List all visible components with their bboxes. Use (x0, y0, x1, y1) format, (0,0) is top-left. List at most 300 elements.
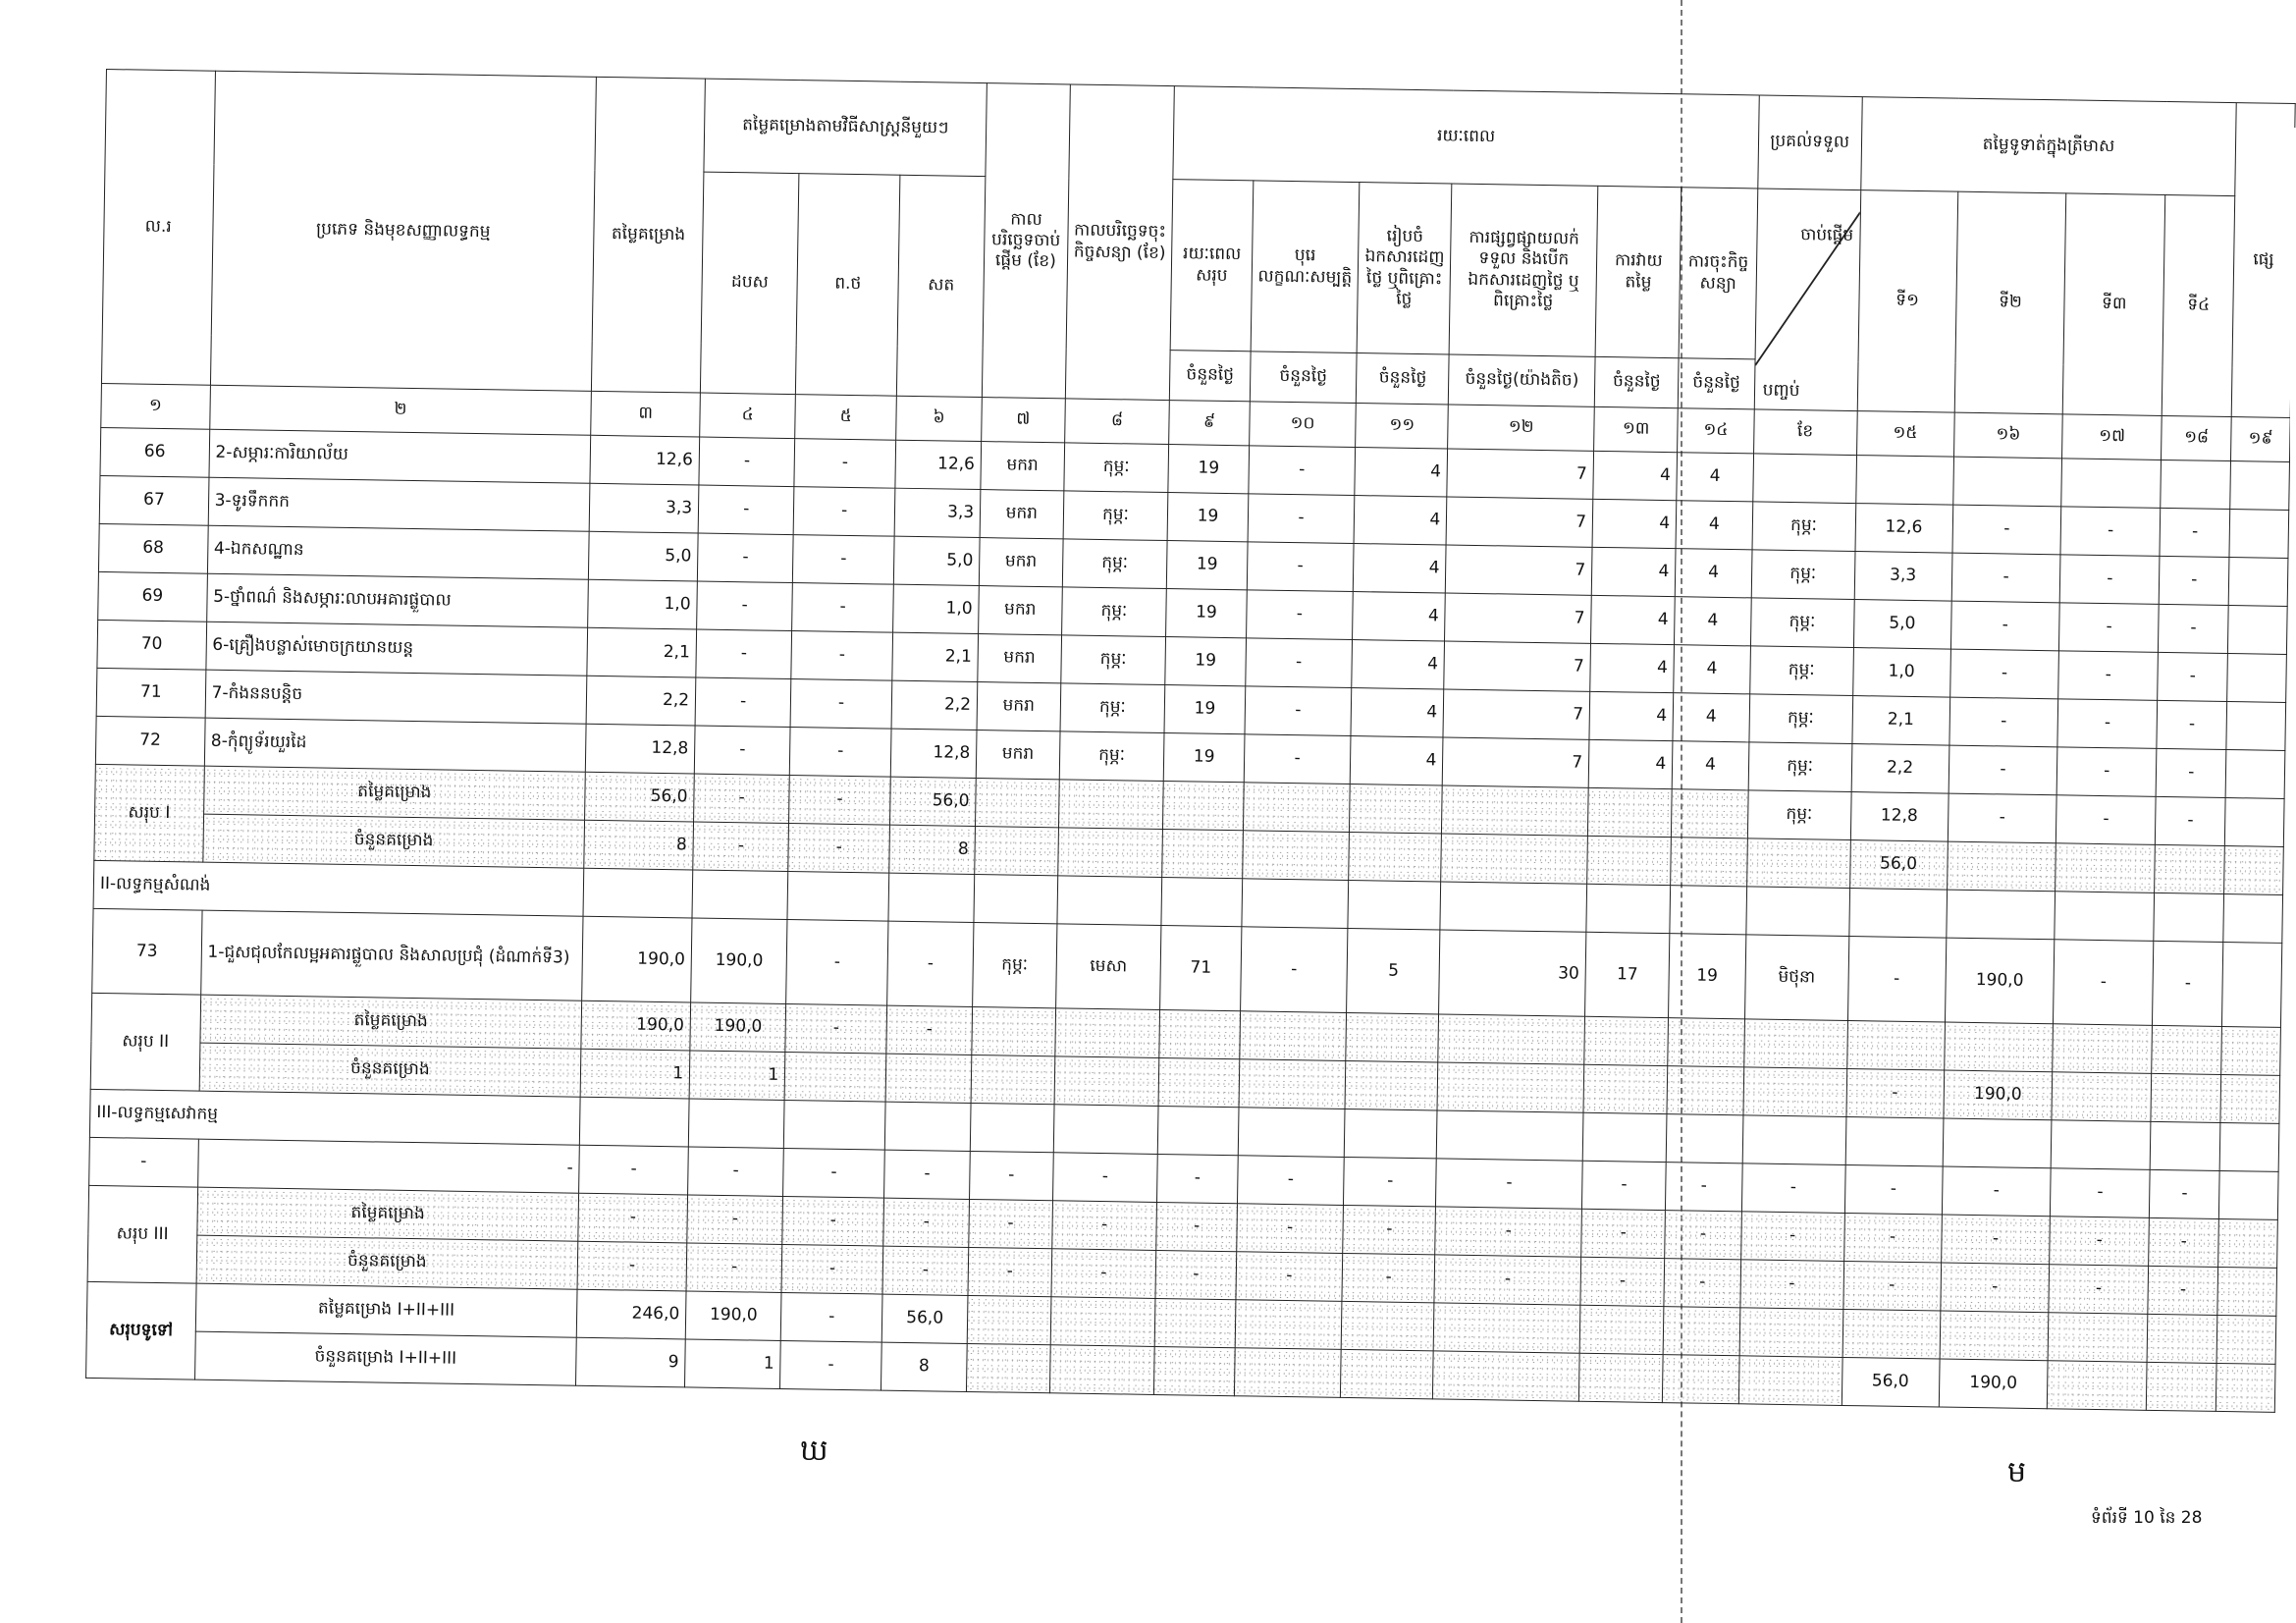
row-q2: - (1952, 505, 2062, 555)
header-q2: ទី២ (1954, 191, 2066, 414)
col-number: ៩ (1169, 401, 1250, 446)
row-cut (2222, 942, 2282, 1027)
row-q4: - (2159, 604, 2229, 653)
row-start: មករា (981, 442, 1064, 491)
row-estimate: 12,8 (585, 724, 695, 774)
row-q3: - (2059, 603, 2159, 653)
header-src-c: សត (896, 175, 986, 397)
blank (975, 827, 1058, 876)
row-cut (2216, 1363, 2275, 1412)
blank (1350, 784, 1443, 834)
row-q4: - (2157, 700, 2227, 749)
blank (2147, 1314, 2217, 1363)
subtotal-c: 56,0 (889, 777, 976, 826)
row-contract: កុម្ភៈ (1062, 539, 1168, 589)
blank (1578, 1353, 1663, 1402)
row-deliver: កុម្ភៈ (1749, 646, 1853, 696)
handwritten-initial-left: ឃ (800, 1434, 828, 1468)
row-q3: - (2057, 699, 2157, 749)
row-src-c: 5,0 (893, 536, 980, 585)
subtotal-dash: - (1156, 1202, 1237, 1251)
blank (1663, 1355, 1739, 1404)
blank (1845, 1116, 1944, 1166)
grand-count-a: 1 (685, 1339, 781, 1389)
subtotal-value-label: តម្លៃគម្រោង (196, 1187, 578, 1241)
row-q3: - (2060, 555, 2160, 605)
row-start: មករា (979, 586, 1062, 635)
row-d-prep: - (1248, 446, 1356, 496)
subtotal-c: - (886, 1005, 973, 1055)
row-dash: - (579, 1145, 689, 1195)
blank (1746, 839, 1850, 889)
blank (1842, 1309, 1941, 1359)
row-start: មករា (977, 682, 1060, 731)
subtotal-est: 190,0 (581, 1001, 691, 1051)
blank (2052, 1072, 2151, 1122)
row-q2 (1952, 457, 2062, 507)
row-d-docs: 4 (1352, 640, 1445, 689)
row-name: 1-ជួសជុលកែលម្អអគារផ្លួបាល និងសាលប្រជុំ (ដំណាក់ទី3) (200, 910, 583, 1001)
row-dash: - (970, 1151, 1053, 1200)
row-contract: មេសា (1055, 924, 1161, 1010)
blank (1667, 1066, 1743, 1115)
blank (967, 1343, 1050, 1392)
blank (1053, 1105, 1159, 1155)
blank (967, 1295, 1050, 1344)
subtotal-dash: - (686, 1243, 782, 1293)
blank (2056, 843, 2155, 893)
row-q1: 2,1 (1851, 696, 1949, 746)
row-deliver: កុម្ភៈ (1748, 742, 1852, 792)
subtotal-dash: - (1435, 1207, 1582, 1257)
header-deliver-end: បញ្ចប់ (1762, 380, 1800, 401)
row-d-publish: 7 (1445, 593, 1592, 643)
subtotal-label: សរុប II (90, 993, 200, 1091)
row-d-docs: 4 (1353, 592, 1446, 641)
row-start: មករា (976, 730, 1059, 780)
row-start: មករា (978, 634, 1061, 683)
row-src-c: - (887, 921, 975, 1006)
row-deliver (1752, 454, 1856, 504)
subtotal-dash: - (968, 1247, 1051, 1296)
row-name: 6-គ្រឿងបន្លាស់មោចក្រយានយន្ត (205, 622, 587, 676)
blank (1437, 1062, 1584, 1112)
blank (1746, 887, 1850, 937)
row-dash: - (1052, 1153, 1158, 1203)
blank (1158, 1106, 1239, 1155)
row-d-publish: 7 (1444, 641, 1591, 691)
col-number: ២ (209, 385, 591, 435)
subtotal-b: - (785, 1004, 886, 1055)
row-cut (2220, 1074, 2279, 1123)
subtotal-dash: - (1155, 1250, 1236, 1299)
row-start: មករា (979, 538, 1062, 587)
row-d-prep: - (1248, 494, 1356, 544)
subtotal-dash: - (1342, 1253, 1435, 1302)
header-d-eval: ការវាយតម្លៃ (1595, 186, 1682, 358)
row-d-total: 19 (1167, 541, 1248, 590)
row-cut (2229, 510, 2288, 559)
col-number: ១២ (1448, 405, 1594, 451)
blank (2221, 1026, 2280, 1075)
subtotal-dash: - (2050, 1217, 2149, 1267)
row-d-docs: 4 (1351, 688, 1444, 737)
blank (2155, 844, 2225, 893)
blank (1588, 787, 1673, 837)
unit-d-eval: ចំនួនថ្ងៃ (1594, 357, 1679, 408)
subtotal-count-a: - (693, 822, 789, 872)
row-d-eval: 17 (1585, 932, 1670, 1017)
row-q1 (1855, 456, 1953, 506)
row-dash: - (1844, 1164, 1943, 1215)
row-d-sign: 4 (1673, 693, 1749, 742)
row-estimate: 3,3 (589, 483, 699, 533)
row-d-prep: - (1240, 927, 1348, 1013)
row-src-a: - (697, 581, 793, 631)
row-src-a: - (699, 437, 795, 487)
row-deliver: កុម្ភៈ (1750, 598, 1854, 648)
subtotal-dash: - (1236, 1204, 1344, 1254)
row-no: - (89, 1137, 198, 1187)
row-d-prep: - (1245, 638, 1353, 688)
header-duration-group: រយៈពេល (1173, 86, 1759, 189)
col-number: ៦ (896, 396, 983, 441)
grand-count-b: - (780, 1340, 881, 1390)
row-d-prep: - (1244, 734, 1352, 784)
row-d-total: 19 (1165, 637, 1246, 686)
row-q1: 2,2 (1851, 744, 1949, 794)
row-estimate: 2,2 (586, 676, 696, 726)
blank (1154, 1346, 1235, 1395)
row-d-eval: 4 (1588, 739, 1673, 788)
row-name: 3-ទូរទឹកកក (208, 477, 590, 531)
page-edge (2290, 128, 2296, 1483)
subtotal-dash: - (1665, 1211, 1741, 1260)
subtotal-count-b: - (788, 824, 889, 874)
grand-value-label: តម្លៃគម្រោង I+II+III (195, 1283, 577, 1337)
grand-q1: 56,0 (1842, 1357, 1940, 1407)
subtotal-count-est: 8 (584, 820, 694, 870)
row-src-c: 2,2 (891, 680, 978, 730)
row-deliver: កុម្ភៈ (1751, 550, 1855, 600)
header-cut: ផ្សេ (2232, 103, 2296, 418)
subtotal-dash: - (969, 1199, 1052, 1248)
blank (1239, 1059, 1347, 1109)
row-dash: - (1344, 1157, 1437, 1206)
subtotal-dash: - (578, 1193, 688, 1243)
subtotal-q3: - (2056, 795, 2156, 845)
blank (2049, 1313, 2148, 1363)
row-name: - (197, 1139, 579, 1193)
blank (1242, 831, 1350, 881)
row-no: 73 (92, 908, 202, 995)
row-d-docs: 4 (1351, 736, 1444, 785)
col-number: ១១ (1356, 404, 1449, 449)
blank (2053, 1024, 2152, 1074)
row-d-publish: 7 (1443, 689, 1590, 739)
col-number: ៧ (982, 398, 1065, 443)
blank (888, 873, 975, 922)
subtotal-dash: - (1740, 1212, 1844, 1262)
subtotal-dash: - (1236, 1252, 1344, 1302)
unit-d-docs: ចំនួនថ្ងៃ (1357, 353, 1450, 405)
header-src-b: ព.ថ (796, 174, 900, 397)
row-no: 72 (95, 716, 204, 766)
blank (1049, 1345, 1155, 1395)
blank (1583, 1064, 1668, 1113)
row-d-sign: 4 (1675, 597, 1751, 646)
subtotal-dash: - (1843, 1213, 1942, 1263)
subtotal-count-label: ចំនួនគម្រោង (196, 1235, 578, 1289)
blank (1668, 1018, 1744, 1067)
grand-b: - (781, 1292, 882, 1342)
blank (1433, 1303, 1580, 1353)
row-d-publish: 7 (1447, 449, 1594, 499)
row-d-total: 19 (1166, 589, 1247, 638)
row-cut (2225, 750, 2284, 799)
row-q1: 5,0 (1853, 600, 1951, 650)
subtotal-dash: - (687, 1195, 783, 1245)
row-name: 4-ឯកសណ្ឋាន (207, 525, 589, 579)
subtotal-dash: - (1940, 1263, 2050, 1313)
row-d-eval: 4 (1592, 499, 1677, 548)
blank (1243, 783, 1351, 833)
subtotal-label: សរុប III (87, 1185, 197, 1283)
subtotal-dash: - (1941, 1215, 2051, 1265)
blank (2152, 1025, 2222, 1074)
row-q1: - (1847, 936, 1946, 1022)
subtotal-count-q1: - (1846, 1068, 1945, 1118)
row-q4: - (2160, 508, 2230, 557)
row-q2: - (1951, 553, 2061, 603)
row-dash: - (883, 1150, 970, 1199)
unit-d-prep: ចំនួនថ្ងៃ (1250, 352, 1358, 404)
blank (2146, 1362, 2216, 1411)
row-dash: - (1237, 1156, 1345, 1206)
row-dash: - (1666, 1163, 1742, 1212)
subtotal-count-c: 8 (889, 825, 976, 874)
col-number: ១៧ (2062, 414, 2162, 460)
header-deliver: ប្រគល់ទទួល (1757, 95, 1861, 190)
row-src-c: 12,6 (895, 440, 982, 489)
row-cut (2217, 1267, 2276, 1316)
grand-count-est: 9 (576, 1337, 686, 1387)
blank (1058, 780, 1164, 830)
blank (1946, 890, 2056, 940)
procurement-plan-table (85, 69, 2296, 1413)
unit-d-publish: ចំនួនថ្ងៃ(យ៉ាងតិច) (1449, 354, 1596, 406)
blank (2154, 893, 2224, 942)
blank (580, 1097, 690, 1147)
subtotal-label: សរុប I (94, 764, 204, 862)
blank (1235, 1300, 1343, 1350)
subtotal-count-a: 1 (689, 1051, 785, 1101)
row-contract: កុម្ភៈ (1059, 731, 1165, 782)
blank (1341, 1349, 1434, 1398)
subtotal-dash: - (1740, 1260, 1844, 1310)
header-contract-date: កាលបរិច្ឆេទចុះកិច្ចសន្យា (ខែ) (1065, 84, 1175, 401)
header-source-group: តម្លៃគម្រោងតាមវិធីសាស្ត្រនីមួយៗ (704, 79, 988, 176)
blank (1670, 886, 1746, 935)
row-contract: កុម្ភៈ (1063, 443, 1169, 493)
blank (1342, 1301, 1435, 1350)
row-q3 (2061, 459, 2161, 509)
row-cut (2229, 558, 2288, 607)
row-d-sign: 4 (1672, 741, 1748, 790)
row-d-eval: 4 (1591, 595, 1676, 644)
header-d-total: រយៈពេលសរុប (1171, 180, 1254, 352)
row-q2: - (1949, 697, 2058, 747)
row-src-b: - (793, 487, 894, 537)
header-src-a: ដបស (700, 172, 799, 394)
row-d-prep: - (1245, 686, 1353, 736)
blank (1666, 1114, 1742, 1163)
row-d-publish: 30 (1439, 930, 1586, 1016)
row-src-c: 12,8 (890, 729, 977, 778)
row-d-eval: 4 (1593, 451, 1678, 500)
blank (971, 1055, 1054, 1104)
blank (1739, 1308, 1843, 1358)
blank (583, 868, 693, 918)
header-d-docs: រៀបចំឯកសារដេញថ្លៃ ឬពិគ្រោះថ្លៃ (1357, 183, 1452, 355)
blank (1437, 1110, 1584, 1161)
subtotal-dash: - (1051, 1201, 1157, 1251)
row-src-b: - (792, 583, 893, 633)
row-q3: - (2058, 651, 2158, 701)
blank (1584, 1016, 1669, 1065)
row-cut (2224, 846, 2283, 895)
row-d-eval: 4 (1590, 643, 1675, 692)
row-estimate: 5,0 (589, 531, 699, 581)
subtotal-a: - (694, 774, 790, 824)
row-cut (2225, 798, 2284, 847)
row-d-docs: 4 (1354, 544, 1447, 593)
blank (1161, 878, 1242, 927)
blank (1671, 838, 1747, 887)
page-number: ទំព័រទី 10 នៃ 28 (2091, 1508, 2203, 1528)
col-number: ៤ (700, 393, 796, 439)
blank (1345, 1109, 1438, 1158)
row-contract: កុម្ភៈ (1060, 635, 1166, 685)
section-title: II-លទ្ធកម្មសំណង់ (93, 860, 584, 916)
blank (1442, 785, 1589, 836)
blank (1345, 1060, 1438, 1109)
row-start: កុម្ភៈ (973, 922, 1057, 1007)
grand-a: 190,0 (685, 1291, 781, 1341)
row-src-c: 1,0 (893, 584, 980, 633)
row-start: មករា (980, 490, 1063, 539)
header-d-sign: ការចុះកិច្ចសន្យា (1679, 188, 1757, 359)
blank (2151, 1073, 2221, 1122)
header-no: ល.រ (101, 70, 215, 386)
row-no: 71 (96, 668, 205, 718)
blank (1582, 1112, 1667, 1162)
blank (1348, 880, 1441, 929)
row-src-a: - (695, 677, 791, 728)
row-src-b: - (786, 920, 888, 1006)
row-name: 5-ថ្នាំពណ៌ និងសម្ភារៈលាបអគារផ្លួបាល (206, 573, 588, 627)
blank (784, 1052, 885, 1102)
blank (784, 1100, 885, 1150)
row-d-prep: - (1247, 542, 1355, 592)
header-deliver-start: ចាប់ផ្តើម (1800, 225, 1854, 245)
row-d-total: 19 (1168, 445, 1249, 494)
blank (1947, 841, 2056, 892)
row-cut (2230, 461, 2289, 511)
subtotal-count-label: ចំនួនគម្រោង (199, 1043, 581, 1097)
blank (1586, 884, 1671, 933)
row-d-total: 71 (1160, 925, 1242, 1010)
row-src-b: - (794, 439, 895, 489)
subtotal-count-q1: 56,0 (1849, 840, 1948, 891)
blank (1438, 1014, 1585, 1064)
col-number: ១៨ (2162, 415, 2232, 460)
row-name: 7-កំងននបន្តិច (205, 670, 587, 724)
blank (1848, 889, 1947, 939)
subtotal-count-est: 1 (580, 1049, 690, 1099)
subtotal-dash: - (1842, 1261, 1941, 1311)
blank (1579, 1305, 1664, 1354)
subtotal-count-q2: 190,0 (1943, 1070, 2053, 1120)
row-d-publish: 7 (1446, 545, 1593, 595)
grand-q2: 190,0 (1939, 1359, 2049, 1409)
blank (1239, 1011, 1347, 1061)
row-d-sign: 4 (1674, 645, 1750, 694)
row-d-docs: 4 (1355, 448, 1448, 497)
grand-c: 56,0 (881, 1294, 968, 1343)
blank (1057, 828, 1163, 878)
subtotal-a: 190,0 (690, 1002, 786, 1053)
row-dash: - (2051, 1168, 2150, 1218)
col-number: ១៤ (1678, 408, 1754, 454)
row-name: 8-កុំព្យូទ័រយួរដៃ (204, 718, 586, 772)
row-estimate: 12,6 (590, 435, 700, 485)
subtotal-count-label: ចំនួនគម្រោង (202, 814, 584, 868)
blank (1349, 832, 1442, 881)
col-number: ១៣ (1594, 406, 1679, 452)
row-q4 (2161, 460, 2231, 509)
blank (2223, 893, 2282, 943)
blank (1346, 1012, 1439, 1061)
grand-est: 246,0 (576, 1289, 686, 1339)
blank (1158, 1057, 1239, 1107)
blank (1738, 1356, 1842, 1406)
col-number: ១៦ (1953, 412, 2063, 459)
blank (1672, 789, 1748, 839)
row-deliver: មិថុនា (1744, 935, 1848, 1021)
subtotal-dash: - (2049, 1265, 2148, 1315)
blank (1943, 1118, 2053, 1168)
col-number: ១០ (1249, 402, 1356, 448)
blank (688, 1099, 784, 1149)
blank (787, 872, 888, 922)
subtotal-est: 56,0 (585, 772, 695, 822)
row-dash: - (1436, 1159, 1583, 1209)
row-q1: 1,0 (1852, 648, 1950, 698)
grand-total-label: សរុបទូទៅ (86, 1281, 196, 1380)
row-contract: កុម្ភៈ (1061, 587, 1167, 637)
blank (1944, 1022, 2054, 1072)
blank (1441, 834, 1588, 884)
blank (2055, 892, 2154, 942)
row-d-sign: 19 (1669, 934, 1746, 1019)
blank (972, 1006, 1055, 1055)
row-estimate: 1,0 (588, 579, 698, 629)
row-dash: - (1741, 1163, 1845, 1214)
blank (2052, 1120, 2151, 1170)
header-payment-group: តម្លៃទូទាត់ក្នុងត្រីមាស (1860, 97, 2236, 196)
subtotal-value-label: តម្លៃគម្រោង (200, 995, 582, 1049)
